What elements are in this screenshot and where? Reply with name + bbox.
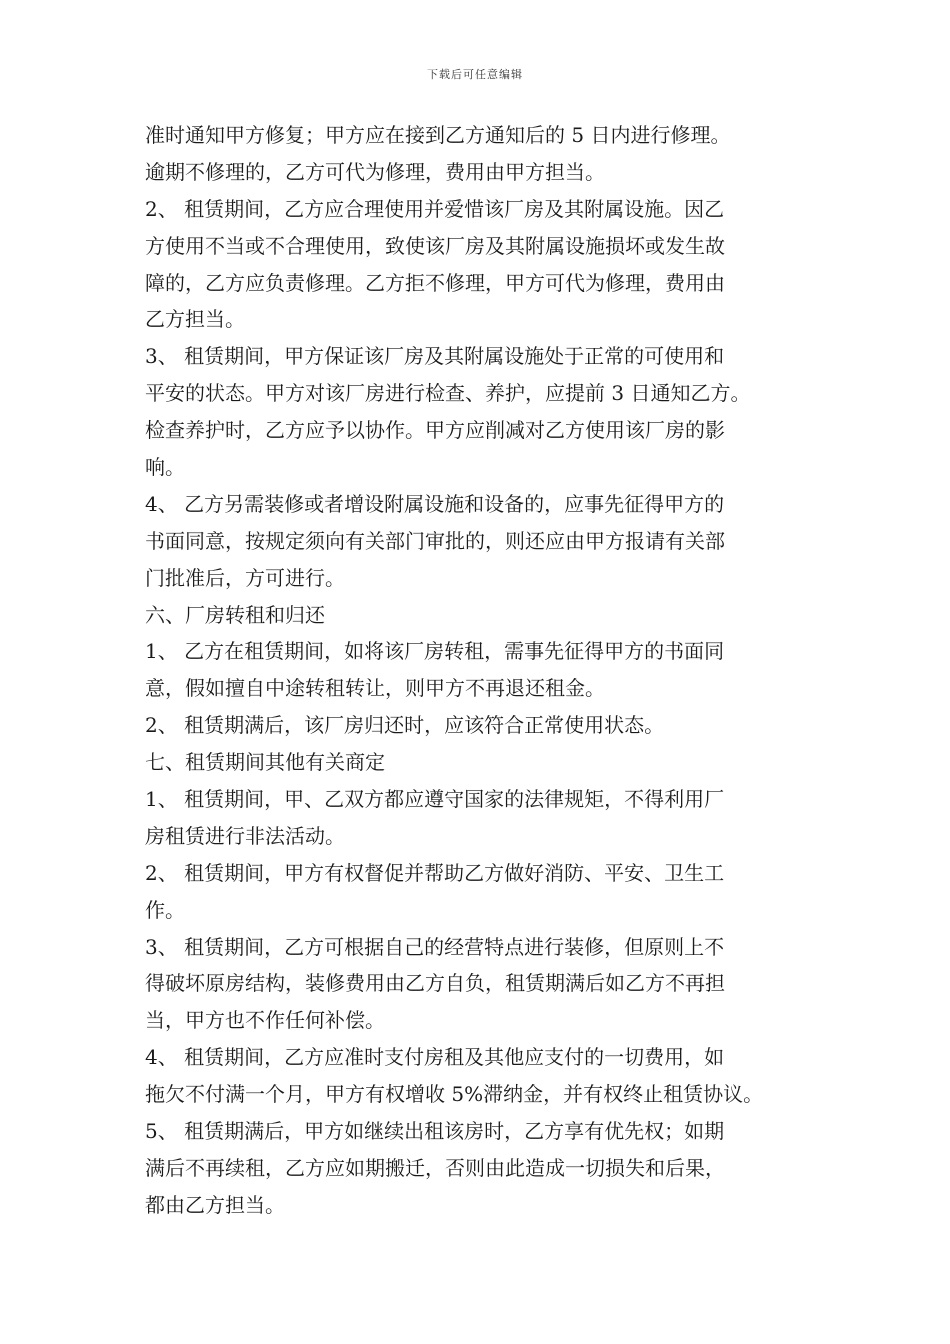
page-header: 下载后可任意编辑 (427, 68, 523, 81)
body-line: 乙方担当。 (145, 307, 245, 332)
body-line: 书面同意，按规定须向有关部门审批的，则还应由甲方报请有关部 (145, 528, 725, 553)
body-line: 得破坏原房结构，装修费用由乙方自负，租赁期满后如乙方不再担 (145, 971, 725, 996)
clause-6-1: 1、 乙方在租赁期间，如将该厂房转租，需事先征得甲方的书面同 (145, 639, 725, 664)
body-line: 准时通知甲方修复；甲方应在接到乙方通知后的 5 日内进行修理。 (145, 123, 731, 147)
body-line: 意，假如擅自中途转租转让，则甲方不再退还租金。 (145, 676, 605, 701)
clause-7-2: 2、 租赁期间，甲方有权督促并帮助乙方做好消防、平安、卫生工 (145, 860, 725, 885)
clause-5-3: 3、 租赁期间，甲方保证该厂房及其附属设施处于正常的可使用和 (145, 344, 725, 369)
clause-7-1: 1、 租赁期间，甲、乙双方都应遵守国家的法律规矩，不得利用厂 (145, 787, 725, 812)
clause-5-4: 4、 乙方另需装修或者增设附属设施和设备的，应事先征得甲方的 (145, 491, 725, 516)
body-line: 逾期不修理的，乙方可代为修理，费用由甲方担当。 (145, 159, 605, 184)
document-body (145, 117, 825, 1224)
clause-6-2: 2、 租赁期满后，该厂房归还时，应该符合正常使用状态。 (145, 713, 665, 738)
clause-7-4: 4、 租赁期间，乙方应准时支付房租及其他应支付的一切费用，如 (145, 1045, 725, 1070)
section-heading-6: 六、厂房转租和归还 (145, 602, 325, 627)
body-line: 障的，乙方应负责修理。乙方拒不修理，甲方可代为修理，费用由 (145, 270, 725, 295)
clause-5-2: 2、 租赁期间，乙方应合理使用并爱惜该厂房及其附属设施。因乙 (145, 196, 725, 221)
body-line: 门批准后，方可进行。 (145, 565, 345, 590)
body-line: 满后不再续租，乙方应如期搬迁，否则由此造成一切损失和后果， (145, 1155, 725, 1180)
body-line: 响。 (145, 455, 185, 480)
body-line: 当，甲方也不作任何补偿。 (145, 1008, 385, 1033)
section-heading-7: 七、租赁期间其他有关商定 (145, 750, 385, 775)
body-line: 方使用不当或不合理使用，致使该厂房及其附属设施损坏或发生故 (145, 233, 725, 258)
body-line: 作。 (145, 897, 185, 922)
body-line: 检查养护时，乙方应予以协作。甲方应削减对乙方使用该厂房的影 (145, 418, 725, 443)
clause-7-5: 5、 租赁期满后，甲方如继续出租该房时，乙方享有优先权；如期 (145, 1119, 725, 1144)
body-line: 都由乙方担当。 (145, 1192, 285, 1217)
body-line: 房租赁进行非法活动。 (145, 823, 345, 848)
body-line: 平安的状态。甲方对该厂房进行检查、养护，应提前 3 日通知乙方。 (145, 381, 751, 406)
clause-7-3: 3、 租赁期间，乙方可根据自己的经营特点进行装修，但原则上不 (145, 934, 725, 959)
body-line: 拖欠不付满一个月，甲方有权增收 5%滞纳金，并有权终止租赁协议。 (145, 1082, 764, 1107)
